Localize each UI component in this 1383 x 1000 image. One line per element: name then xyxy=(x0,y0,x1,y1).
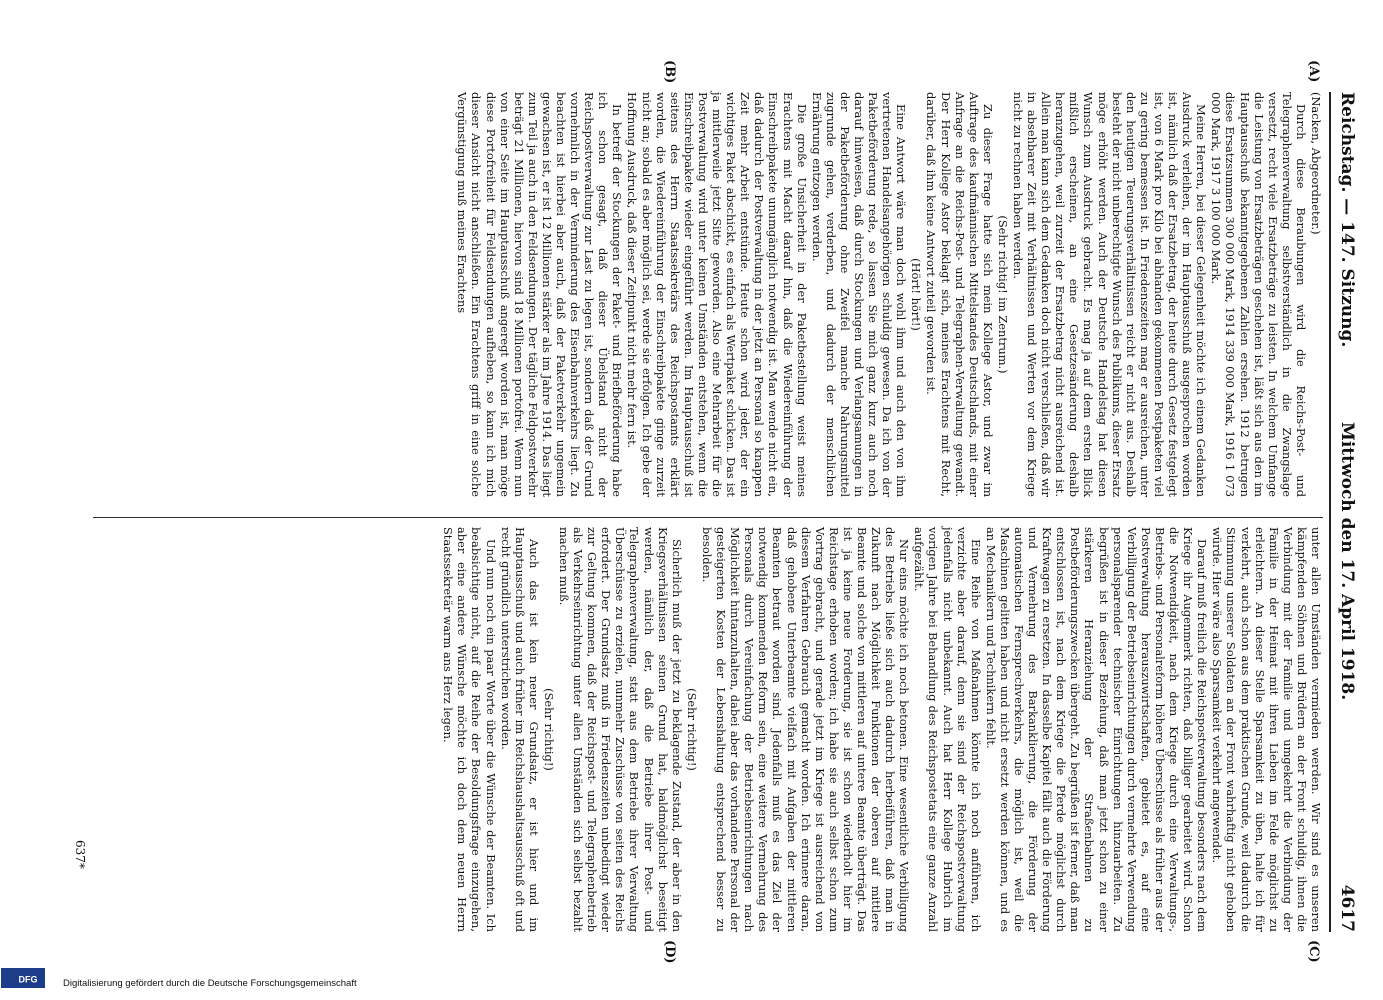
left-text-column xyxy=(93,92,1323,497)
paragraph: (Nacken, Abgeordneter.) xyxy=(1309,92,1323,235)
paragraph: Nur eins möchte ich noch betonen. Eine wesentliche Verbilligung des Betriebs ließe sich auch dadurch herbeiführen, daß man in Zukunft nach Möglichkeit Funktionen der oberen auf mittlere Beamte und solche von mittleren auf untere Beamte überträgt. Das ist ja keine neue Forderung, sie ist schon wiederholt hier im Reichstage erhoben worden; ich habe sie auch selbst schon zum Vortrag gebracht, und gerade jetzt im Kriege ist ausreichend von diesem Verfahren Gebrauch gemacht worden. Ich erinnere daran, daß gehobene Unterbeamte vielfach mit Aufgaben der mittleren Beamten betraut worden sind. Jedenfalls muß es das Ziel der notwendig kommenden Reform sein, eine weitere Vermehrung des Personals durch Vereinfachung der Betriebseinrichtungen nach Möglichkeit hintanzuhalten, dabei aber das vorhandene Personal der gesteigerten Kosten der Lebenshaltung entsprechend besser zu besolden. xyxy=(699,527,912,932)
digitization-credit: Digitalisierung gefördert durch die Deutsche Forschungsgemeinschaft xyxy=(63,978,357,989)
paragraph: Durch diese Beraubungen wird die Reichs-Post- und Telegraphenverwaltung selbstverständlich in die Zwangslage versetzt, recht viele Ersatzbeträge zu leisten. In welchem Umfange die Leistung von Ersatzbeträgen geschehen ist, läßt sich aus den im Hauptausschuß bekanntgegebenen Zahlen ersehen. 1912 betrugen diese Ersatzsummen 300 000 Mark, 1914 339 000 Mark, 1916 1 073 000 Mark, 1917 3 100 000 Mark. xyxy=(1209,92,1308,497)
margin-marker-a: (A) xyxy=(1306,60,1321,83)
paragraph: Und nun noch ein paar Worte über die Wünsche der Beamten. Ich beabsichtige nicht, auf die Reihe der Besoldungsfrage einzugehen, aber eine andere Wünsche möchte ich doch dem neuen Herrn Staatssekretär warm ans Herz legen. xyxy=(441,527,498,932)
header-session-title: Reichstag. — 147. Sitzung. xyxy=(1337,92,1357,348)
footer-page-number: 637* xyxy=(73,840,87,869)
margin-marker-c: (C) xyxy=(1306,940,1321,963)
header-date: Mittwoch den 17. April 1918. xyxy=(1337,422,1357,701)
paragraph: Meine Herren, bei dieser Gelegenheit möchte ich einem Gedanken Ausdruck verleihen, der im Hauptausschuß ausgesprochen worden ist, nämlich daß der Ersatzbetrag, der heute durch Gesetz festgelegt ist, von 6 Mark pro Kilo bei abhanden gekommenen Postpaketen viel zu gering bemessen ist. In Friedenszeiten mag er ausreichen, unter den heutigen Teuerungsverhältnissen reicht er nicht aus. Deshalb besteht der nicht unberechtigte Wunsch des Publikums, dieser Ersatz möge erhöht werden. Auch der Deutsche Handelstag hat diesen Wunsch zum Ausdruck gebracht. Es mag ja auf dem ersten Blick mißlich erscheinen, an eine Gesetzesänderung deshalb heranzugehen, weil zurzeit der Ersatzbetrag nicht ausreichend ist. Allein man kann sich dem Gedanken doch nicht verschließen, daß wir in absehbarer Zeit mit Verhältnissen und Werten vor dem Kriege nicht zu rechnen haben werden. xyxy=(1011,92,1209,497)
right-text-column xyxy=(93,527,1323,932)
paragraph: Auch das ist kein neuer Grundsatz, er ist hier und im Hauptausschuß und auch früher im Reichshaushaltsausschuß oft und recht gründlich unterstrichen worden. xyxy=(498,527,541,932)
interjection: (Sehr richtig! im Zentrum.) xyxy=(995,215,1010,374)
interjection: (Sehr richtig!) xyxy=(541,688,556,771)
dfg-logo: DFG xyxy=(1,968,45,988)
paragraph: unter allen Umständen vermieden werden. Wir sind es unseren kämpfenden Söhnen und Brüdern an der Front schuldig, ihnen die Verbindung mit der Familie und umgekehrt die Verbindung der Familie in der Heimat mit ihren Lieben im Felde möglichst zu erleichtern. An dieser Stelle Sparsamkeit zu üben, halte ich für verkehrt, auch schon aus dem praktischen Grunde, weil dadurch die Stimmung unserer Soldaten an der Front wahrhaftig nicht gehoben würde. Hier wäre also Sparsamkeit verkehrt angewendet. xyxy=(1210,527,1323,932)
paragraph: Eine Reihe von Maßnahmen könnte ich noch anführen, ich verzichte aber darauf, denn sie sind der Reichspostverwaltung jedenfalls nicht unbekannt. Auch hat Herr Kollege Hubrich im vorigen Jahre bei Behandlung des Reichspostetats eine ganze Anzahl aufgezählt. xyxy=(912,527,983,932)
paragraph: Darauf muß freilich die Reichspostverwaltung besonders nach dem Kriege ihr Augenmerk richten, daß billiger gearbeitet wird. Schon die Notwendigkeit, nach dem Kriege durch eine Verwaltungs-, Betriebs- und Personalreform höhere Überschüsse als früher aus der Postverwaltung herauszuwirtschaften, gebietet es, auf eine Verbilligung der Betriebseinrichtungen durch vermehrte Verwendung personalsparender technischer Einrichtungen hinzuarbeiten. Zu begrüßen ist in dieser Beziehung, daß man jetzt schon zu einer stärkeren Heranziehung der Straßenbahnen zu Postbeförderungszwecken übergeht. Zu begrüßen ist ferner, daß man entschlossen ist, nach dem Kriege die Pferde möglichst durch Kraftwagen zu ersetzen. In dasselbe Kapitel fällt auch die Förderung und Vermehrung des Barkanklierung, die Förderung der automatischen Fernsprechverkehrs, die möglich ist, weil die Maschinen gelitten haben und nicht ersetzt werden können, und es an Mechanikern und Technikern fehlt. xyxy=(983,527,1210,932)
page-header xyxy=(1325,92,1365,932)
paragraph: Zu dieser Frage hatte sich mein Kollege Astor, und zwar im Auftrage des kaufmännischen Mittelstandes Deutschlands, mit einer Anfrage an die Reichs-Post- und Telegraphen-Verwaltung gewandt. Der Herr Kollege Astor beklagt sich, meines Erachtens mit Recht, darüber, daß ihm keine Antwort zuteil geworden ist. xyxy=(924,92,995,497)
paragraph: Eine Antwort wäre man doch wohl ihm und auch den von ihm vertretenen Handelsangehörigen schuldig gewesen. Da ich von der Paketbeförderung rede, so lassen Sie mich ganz kurz auch noch darauf hinweisen, daß durch Stockungen und Verlangsamungen in der Paketbeförderung ohne Zweifel manche Nahrungsmittel zugrunde gehen, verderben, und dadurch der menschlichen Ernährung entzogen werden. xyxy=(809,92,909,497)
header-rule xyxy=(1329,92,1331,932)
interjection: (Sehr richtig!) xyxy=(684,688,699,771)
interjection: (Hört! hört!) xyxy=(909,258,924,331)
header-page-number: 4617 xyxy=(1337,884,1357,932)
paragraph: Sicherlich muß der jetzt zu beklagende Zustand, der aber in den Kriegsverhältnissen seinen Grund hat, baldmöglichst beseitigt werden, nämlich der, daß die Betriebe ihrer Post- und Telegraphenverwaltung, statt aus dem Betriebe ihrer Verwaltung Überschüsse zu erzielen, nunmehr Zuschüsse von seiten des Reichs erfordert. Der Grundsatz muß in Friedenszeiten unbedingt wieder zur Geltung kommen, daß der Reichspost- und Telegraphenbetrieb als Verkehrseinrichtung unter allen Umständen sich selbst bezahlt machen muß. xyxy=(557,527,684,932)
margin-marker-b: (B) xyxy=(662,60,677,84)
paragraph: In betreff der Stockungen der Paket- und Briefbeförderung habe ich schon gesagt, daß dieser Übelstand nicht der Reichspostverwaltung zur Last zu legen ist, sondern daß der Grund vornehmlich in der Verminderung des Eisenbahnverkehrs liegt. Zu beachten ist hierbei aber auch, daß der Paketverkehr ungemein gewachsen ist, er ist 12 Millionen stärker als im Jahre 1914. Das liegt zum Teil ja auch in den Feldsendungen. Der tägliche Feldpostverkehr beträgt 21 Millionen, hiervon sind 18 Millionen portofrei. Wenn nun von einer Seite im Hauptausschuß angeregt worden ist, man möge diese Portofreiheit für Feldsendungen aufheben, so kann ich mich dieser Ansicht nicht anschließen. Ein Erachtens griff in eine solche Vergünstigung muß meines Erachtens xyxy=(455,92,625,497)
paragraph: Die große Unsicherheit in der Paketbestellung weist meines Erachtens mit Macht darauf hin, daß die Wiedereinführung der Einschreibpakete unumgänglich notwendig ist. Man wende nicht ein, daß dadurch der Postverwaltung in der jetzt an Personal so knappen Zeit mehr Arbeit entstünde. Heute schon wird jeder, der ein wichtiges Paket abschickt, es einfach als Wertpaket schicken. Das ist ja mittlerweile jetzt Sitte geworden. Also eine Mehrarbeit für die Postverwaltung wird unter keinen Umständen entstehen, wenn die Einschreibpakete wieder eingeführt werden. Im Hauptausschuß ist seitens des Herrn Staatssekretärs des Reichspostamts erklärt worden, die Wiedereinführung der Einschreibpakete ginge zurzeit nicht an; sobald es aber möglich sei, werde sie erfolgen. Ich gebe der Hoffnung Ausdruck, daß dieser Zeitpunkt nicht mehr fern ist. xyxy=(625,92,809,497)
margin-marker-d: (D) xyxy=(662,940,677,964)
column-divider xyxy=(93,517,1323,518)
